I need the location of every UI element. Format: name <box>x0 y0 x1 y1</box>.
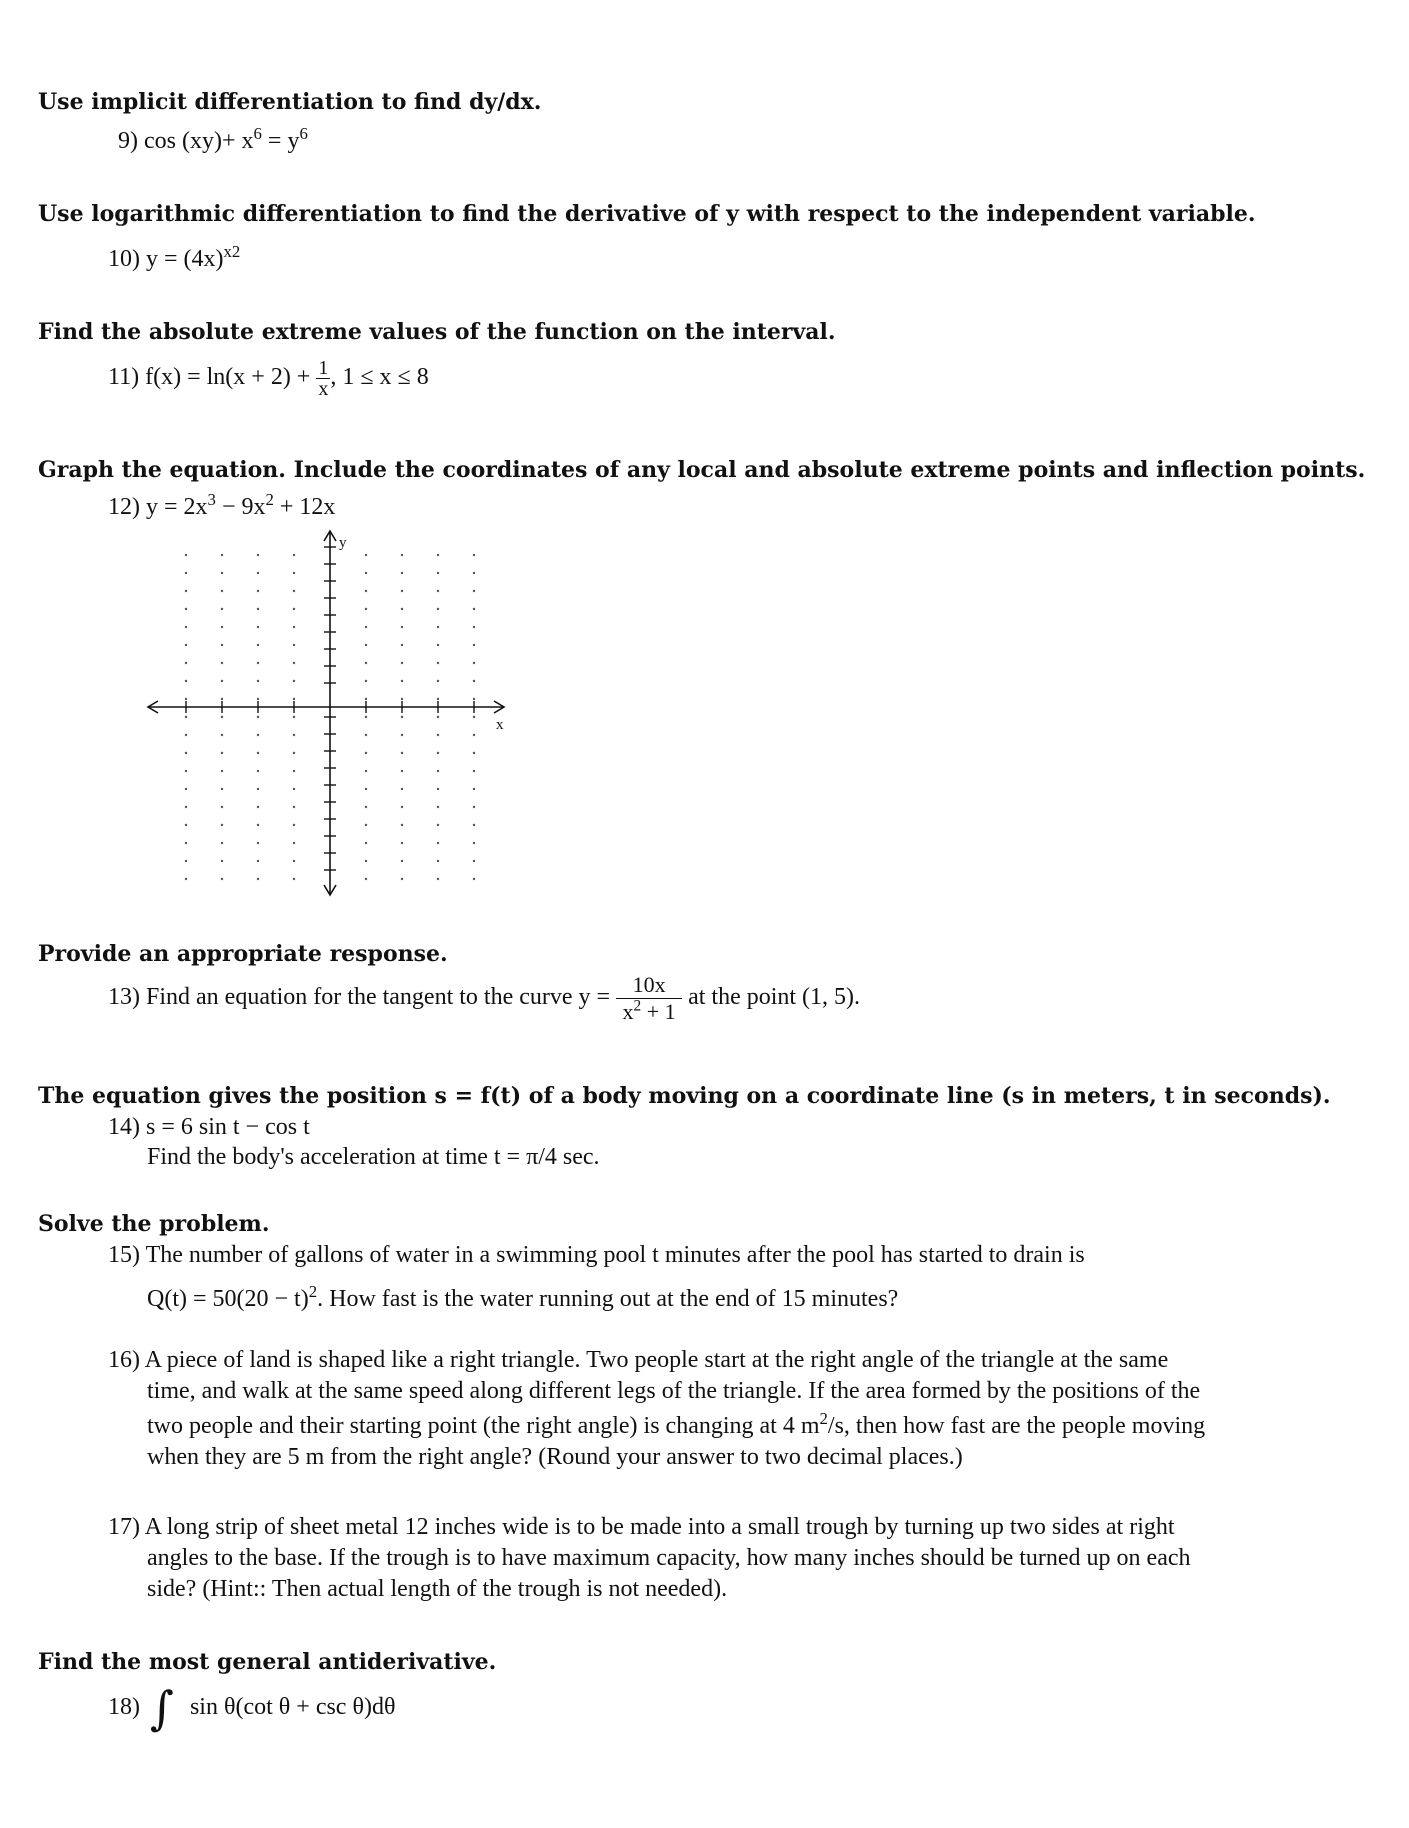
grid-dot <box>437 662 439 664</box>
problem-16-line2: time, and walk at the same speed along different legs of the triangle. If the area formed by the positions of the <box>147 1378 1201 1404</box>
x-axis-label: x <box>496 717 504 733</box>
grid-dot <box>185 842 187 844</box>
problem-expression: sin θ(cot θ + csc θ)dθ <box>189 1694 396 1720</box>
grid-dot <box>437 788 439 790</box>
grid-dot <box>185 806 187 808</box>
grid-dot <box>401 590 403 592</box>
problem-number: 12) <box>108 494 140 520</box>
grid-dot <box>221 572 223 574</box>
problem-number: 16) <box>108 1347 140 1373</box>
grid-dot <box>221 698 223 700</box>
grid-dot <box>437 734 439 736</box>
grid-dot <box>221 626 223 628</box>
problem-text: The number of gallons of water in a swimming pool t minutes after the pool has started to drain is <box>145 1242 1085 1268</box>
grid-dot <box>365 680 367 682</box>
grid-dot <box>473 842 475 844</box>
problem-16-line4: when they are 5 m from the right angle? (Round your answer to two decimal places.) <box>147 1444 963 1470</box>
problem-10 <box>108 241 241 274</box>
grid-dot <box>293 644 295 646</box>
grid-dot <box>437 716 439 718</box>
problem-text: A piece of land is shaped like a right triangle. Two people start at the right angle of the triangle at the same <box>144 1347 1169 1373</box>
grid-dot <box>437 590 439 592</box>
grid-dot <box>185 626 187 628</box>
grid-dot <box>365 644 367 646</box>
problem-12 <box>108 489 336 522</box>
grid-dot <box>185 590 187 592</box>
grid-dot <box>437 770 439 772</box>
grid-dot <box>257 770 259 772</box>
problem-expression: $\cos (xy)+ x^6 = y^6$ <box>144 123 308 154</box>
grid-dot <box>437 554 439 556</box>
grid-dot <box>185 644 187 646</box>
problem-14 <box>108 1112 310 1142</box>
grid-dot <box>221 842 223 844</box>
problem-15-line2: $Q(t) = 50(20 - t)^2$. How fast is the water running out at the end of 15 minutes? <box>147 1281 899 1312</box>
grid-dot <box>257 680 259 682</box>
grid-dot <box>437 752 439 754</box>
grid-dot <box>365 842 367 844</box>
grid-dot <box>473 680 475 682</box>
grid-dot <box>401 554 403 556</box>
grid-dot <box>473 644 475 646</box>
problem-16-line3: two people and their starting point (the right angle) is changing at 4 $m^2/s$, then how fast are the people moving <box>147 1408 1206 1439</box>
problem-number: 10) <box>108 246 140 272</box>
grid-dot <box>365 788 367 790</box>
grid-dot <box>401 680 403 682</box>
grid-dot <box>365 662 367 664</box>
grid-dot <box>437 806 439 808</box>
section-heading-logarithmic: Use logarithmic differentiation to find the derivative of y with respect to the independent variable. <box>38 201 1256 227</box>
grid-dot <box>221 824 223 826</box>
grid-dot <box>293 788 295 790</box>
grid-dot <box>257 608 259 610</box>
grid-dot <box>257 572 259 574</box>
grid-dot <box>221 734 223 736</box>
grid-dot <box>185 860 187 862</box>
grid-dot <box>365 752 367 754</box>
grid-dot <box>365 608 367 610</box>
grid-dot <box>221 716 223 718</box>
grid-dot <box>401 770 403 772</box>
problem-17 <box>108 1512 1175 1542</box>
grid-dot <box>365 770 367 772</box>
grid-dot <box>257 554 259 556</box>
grid-dot <box>185 608 187 610</box>
grid-dot <box>257 824 259 826</box>
problem-11 <box>108 358 429 399</box>
grid-dot <box>365 878 367 880</box>
grid-dot <box>293 860 295 862</box>
grid-dot <box>437 698 439 700</box>
grid-dot <box>473 824 475 826</box>
grid-dot <box>185 716 187 718</box>
grid-dot <box>365 824 367 826</box>
grid-dot <box>437 608 439 610</box>
grid-dot <box>473 788 475 790</box>
grid-dot <box>473 806 475 808</box>
grid-dot <box>293 842 295 844</box>
grid-dot <box>257 860 259 862</box>
grid-dot <box>473 716 475 718</box>
grid-dot <box>293 554 295 556</box>
grid-dot <box>401 842 403 844</box>
grid-dot <box>185 878 187 880</box>
grid-dot <box>221 608 223 610</box>
grid-dot <box>257 734 259 736</box>
grid-dot <box>221 878 223 880</box>
grid-dot <box>293 626 295 628</box>
grid-dot <box>293 806 295 808</box>
grid-dot <box>293 680 295 682</box>
problem-13 <box>108 972 860 1025</box>
grid-dot <box>401 626 403 628</box>
grid-dot <box>473 590 475 592</box>
grid-dot <box>293 824 295 826</box>
grid-dot <box>437 824 439 826</box>
grid-dot <box>401 572 403 574</box>
grid-dot <box>473 572 475 574</box>
grid-dot <box>401 716 403 718</box>
problem-number: 18) <box>108 1694 140 1720</box>
grid-dot <box>185 770 187 772</box>
grid-dot <box>257 752 259 754</box>
grid-dot <box>473 752 475 754</box>
grid-dot <box>473 554 475 556</box>
grid-dot <box>473 662 475 664</box>
grid-dot <box>221 680 223 682</box>
grid-dot <box>221 806 223 808</box>
grid-dot <box>473 698 475 700</box>
grid-dot <box>221 860 223 862</box>
grid-dot <box>401 824 403 826</box>
section-heading-response: Provide an appropriate response. <box>38 941 448 967</box>
grid-dot <box>293 878 295 880</box>
grid-dot <box>437 644 439 646</box>
grid-dot <box>365 554 367 556</box>
grid-dot <box>257 788 259 790</box>
problem-expression: $y = (4x)^{x2}$ <box>146 241 241 272</box>
grid-dot <box>365 806 367 808</box>
grid-dot <box>221 752 223 754</box>
grid-dot <box>401 752 403 754</box>
grid-dot <box>221 590 223 592</box>
grid-dot <box>473 770 475 772</box>
grid-dot <box>221 770 223 772</box>
grid-dot <box>401 644 403 646</box>
grid-dot <box>257 716 259 718</box>
grid-dot <box>221 788 223 790</box>
grid-dot <box>257 590 259 592</box>
grid-dot <box>293 608 295 610</box>
problem-15 <box>108 1240 1085 1270</box>
grid-dot <box>437 842 439 844</box>
problem-18 <box>108 1681 396 1735</box>
problem-expression: $y = 2x^3 - 9x^2 + 12x$ <box>146 489 336 520</box>
grid-dot <box>293 698 295 700</box>
grid-dot <box>185 680 187 682</box>
grid-dot <box>401 734 403 736</box>
grid-dot <box>473 734 475 736</box>
grid-dot <box>401 698 403 700</box>
grid-dot <box>437 680 439 682</box>
problem-9 <box>118 123 308 156</box>
grid-dot <box>185 788 187 790</box>
grid-dot <box>293 734 295 736</box>
grid-dot <box>257 644 259 646</box>
problem-17-line2: angles to the base. If the trough is to have maximum capacity, how many inches should be turned up on each <box>147 1545 1191 1571</box>
grid-dot <box>293 662 295 664</box>
grid-dot <box>401 788 403 790</box>
grid-dot <box>365 734 367 736</box>
grid-dot <box>365 590 367 592</box>
grid-dot <box>185 662 187 664</box>
grid-dot <box>437 860 439 862</box>
problem-16 <box>108 1345 1168 1375</box>
grid-dot <box>401 878 403 880</box>
problem-expression: f(x) = ln(x + 2) + $\frac{1}{x}$ , 1 ≤ x ≤ 8 <box>145 357 429 400</box>
grid-dot <box>221 644 223 646</box>
grid-dot <box>185 572 187 574</box>
section-heading-extreme: Find the absolute extreme values of the function on the interval. <box>38 319 836 345</box>
grid-dot <box>365 860 367 862</box>
problem-number: 15) <box>108 1242 140 1268</box>
problem-number: 13) <box>108 984 140 1011</box>
grid-dot <box>473 878 475 880</box>
grid-dot <box>293 716 295 718</box>
grid-dot <box>185 698 187 700</box>
grid-dot <box>257 842 259 844</box>
grid-dot <box>401 806 403 808</box>
grid-dot <box>185 752 187 754</box>
grid-dot <box>221 662 223 664</box>
grid-dot <box>365 716 367 718</box>
grid-dot <box>221 554 223 556</box>
problem-text: A long strip of sheet metal 12 inches wide is to be made into a small trough by turning up two sides at right <box>144 1514 1175 1540</box>
grid-dot <box>365 698 367 700</box>
grid-dot <box>293 770 295 772</box>
grid-dot <box>365 572 367 574</box>
integral-icon: ∫ <box>150 1681 174 1735</box>
grid-dot <box>437 878 439 880</box>
grid-dot <box>473 860 475 862</box>
problem-number: 9) <box>118 128 138 154</box>
grid-dot <box>257 878 259 880</box>
grid-dot <box>473 608 475 610</box>
grid-dot <box>401 608 403 610</box>
problem-17-line3: side? (Hint:: Then actual length of the trough is not needed). <box>147 1576 728 1602</box>
grid-dot <box>185 554 187 556</box>
grid-dot <box>257 806 259 808</box>
grid-dot <box>365 626 367 628</box>
section-heading-graph: Graph the equation. Include the coordinates of any local and absolute extreme points and inflection points. <box>38 457 1366 483</box>
grid-dot <box>293 590 295 592</box>
grid-dot <box>257 698 259 700</box>
section-heading-antiderivative: Find the most general antiderivative. <box>38 1649 497 1675</box>
grid-dot <box>401 860 403 862</box>
section-heading-implicit: Use implicit differentiation to find dy/dx. <box>38 89 542 115</box>
problem-expression: Find an equation for the tangent to the curve y = $\frac{10x}{x^2 + 1}$ at the point (1, 5). <box>146 972 861 1024</box>
grid-dot <box>257 626 259 628</box>
grid-dot <box>437 626 439 628</box>
grid-dot <box>401 662 403 664</box>
grid-dot <box>185 734 187 736</box>
grid-dot <box>473 626 475 628</box>
grid-dot <box>293 572 295 574</box>
y-axis-label: y <box>339 535 347 551</box>
coordinate-grid <box>140 525 520 900</box>
grid-dot <box>293 752 295 754</box>
grid-dot <box>437 572 439 574</box>
problem-number: 11) <box>108 364 140 391</box>
grid-dot <box>185 824 187 826</box>
problem-number: 17) <box>108 1514 140 1540</box>
problem-14-question: Find the body's acceleration at time t = π/4 sec. <box>147 1144 600 1170</box>
problem-number: 14) <box>108 1114 140 1140</box>
grid-dot <box>257 662 259 664</box>
problem-expression: s = 6 sin t − cos t <box>146 1114 310 1140</box>
section-heading-solve: Solve the problem. <box>38 1211 270 1237</box>
section-heading-position: The equation gives the position s = f(t) of a body moving on a coordinate line (s in meters, t in seconds). <box>38 1083 1331 1109</box>
